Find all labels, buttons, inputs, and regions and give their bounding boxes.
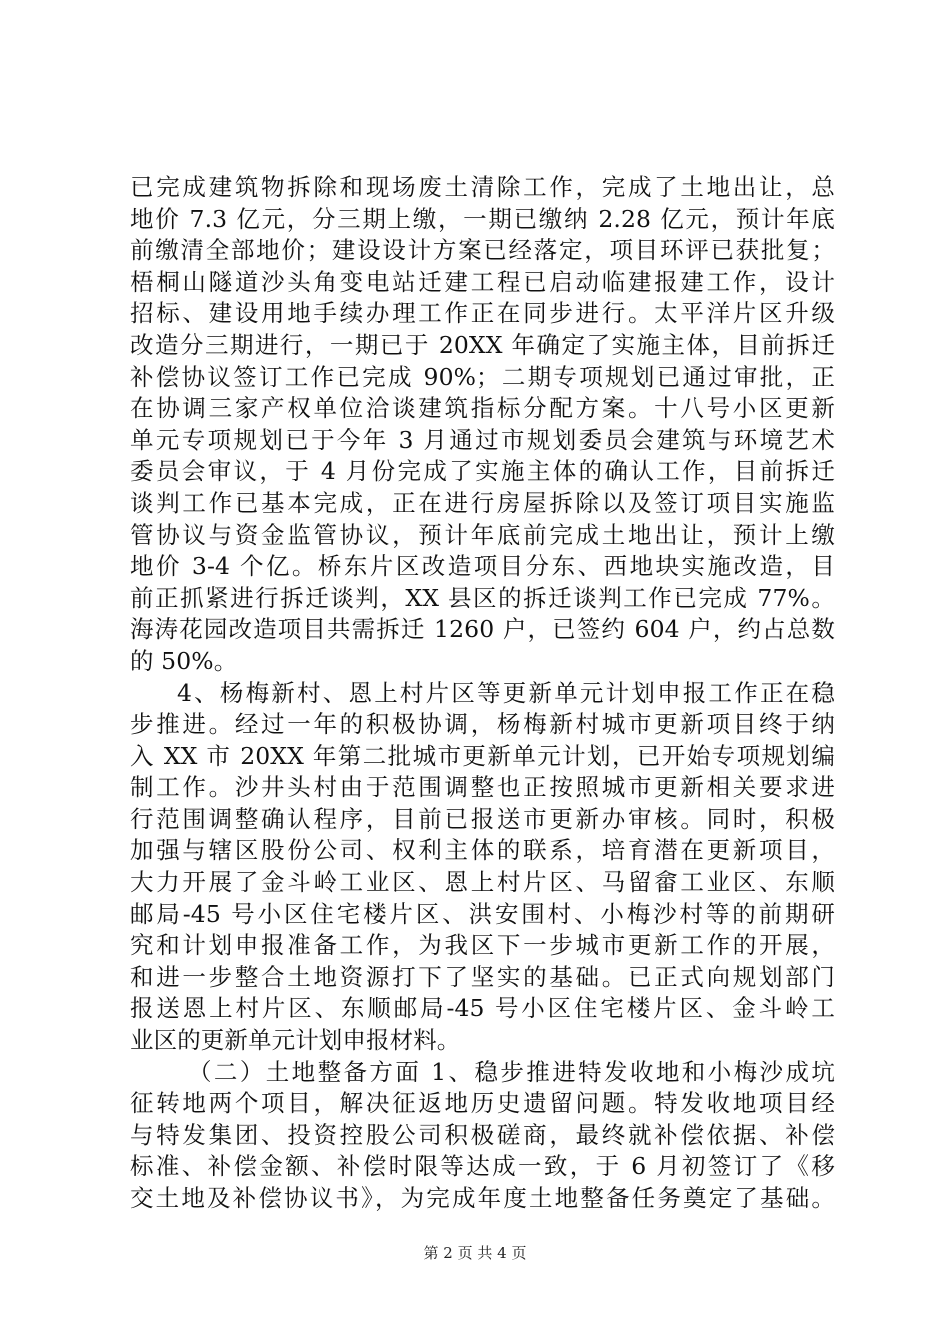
text-line: 地价 3-4 个亿。桥东片区改造项目分东、西地块实施改造，目	[130, 552, 835, 581]
text-line: 改造分三期进行，一期已于 20XX 年确定了实施主体，目前拆迁	[130, 330, 835, 359]
text-line: 和进一步整合土地资源打下了坚实的基础。已正式向规划部门	[130, 962, 835, 991]
paragraph-start-line: 4、杨梅新村、恩上村片区等更新单元计划申报工作正在稳	[177, 678, 835, 707]
text-line: 单元专项规划已于今年 3 月通过市规划委员会建筑与环境艺术	[130, 425, 835, 454]
text-line: 在协调三家产权单位洽谈建筑指标分配方案。十八号小区更新	[130, 394, 835, 423]
text-line: 招标、建设用地手续办理工作正在同步进行。太平洋片区升级	[130, 299, 835, 328]
text-line: 制工作。沙井头村由于范围调整也正按照城市更新相关要求进	[130, 773, 835, 802]
text-line: 前正抓紧进行拆迁谈判，XX 县区的拆迁谈判工作已完成 77%。	[130, 583, 835, 612]
text-line: 入 XX 市 20XX 年第二批城市更新单元计划，已开始专项规划编	[130, 741, 835, 770]
text-line: 委员会审议，于 4 月份完成了实施主体的确认工作，目前拆迁	[130, 457, 835, 486]
body-text	[130, 172, 835, 1215]
text-line: 邮局-45 号小区住宅楼片区、洪安围村、小梅沙村等的前期研	[130, 899, 835, 928]
text-line: 加强与辖区股份公司、权利主体的联系，培育潜在更新项目，	[130, 836, 835, 865]
text-line: 究和计划申报准备工作，为我区下一步城市更新工作的开展，	[130, 931, 835, 960]
text-line: 报送恩上村片区、东顺邮局-45 号小区住宅楼片区、金斗岭工	[130, 994, 835, 1023]
text-line: 行范围调整确认程序，目前已报送市更新办审核。同时，积极	[130, 804, 835, 833]
text-line: 与特发集团、投资控股公司积极磋商，最终就补偿依据、补偿	[130, 1120, 835, 1149]
text-line: 前缴清全部地价；建设设计方案已经落定，项目环评已获批复；	[130, 236, 835, 265]
text-line: 征转地两个项目，解决征返地历史遗留问题。特发收地项目经	[130, 1089, 835, 1118]
paragraph-start-line: （二）土地整备方面 1、稳步推进特发收地和小梅沙成坑	[188, 1057, 835, 1086]
text-line: 交土地及补偿协议书》，为完成年度土地整备任务奠定了基础。	[130, 1184, 835, 1212]
text-line: 谈判工作已基本完成，正在进行房屋拆除以及签订项目实施监	[130, 488, 835, 517]
text-line: 的 50%。	[130, 646, 238, 675]
text-line: 海涛花园改造项目共需拆迁 1260 户，已签约 604 户，约占总数	[130, 615, 835, 644]
text-line: 梧桐山隧道沙头角变电站迁建工程已启动临建报建工作，设计	[130, 267, 835, 296]
text-line: 已完成建筑物拆除和现场废土清除工作，完成了土地出让，总	[130, 173, 835, 201]
text-line: 业区的更新单元计划申报材料。	[130, 1026, 461, 1055]
text-line: 管协议与资金监管协议，预计年底前完成土地出让，预计上缴	[130, 520, 835, 549]
text-line: 补偿协议签订工作已完成 90%；二期专项规划已通过审批，正	[130, 362, 835, 391]
text-line: 地价 7.3 亿元，分三期上缴，一期已缴纳 2.28 亿元，预计年底	[130, 204, 835, 233]
page-number-footer: 第 2 页 共 4 页	[423, 1244, 527, 1262]
text-line: 标准、补偿金额、补偿时限等达成一致，于 6 月初签订了《移	[130, 1152, 835, 1181]
text-line: 步推进。经过一年的积极协调，杨梅新村城市更新项目终于纳	[130, 710, 835, 739]
text-line: 大力开展了金斗岭工业区、恩上村片区、马留畲工业区、东顺	[130, 868, 835, 897]
